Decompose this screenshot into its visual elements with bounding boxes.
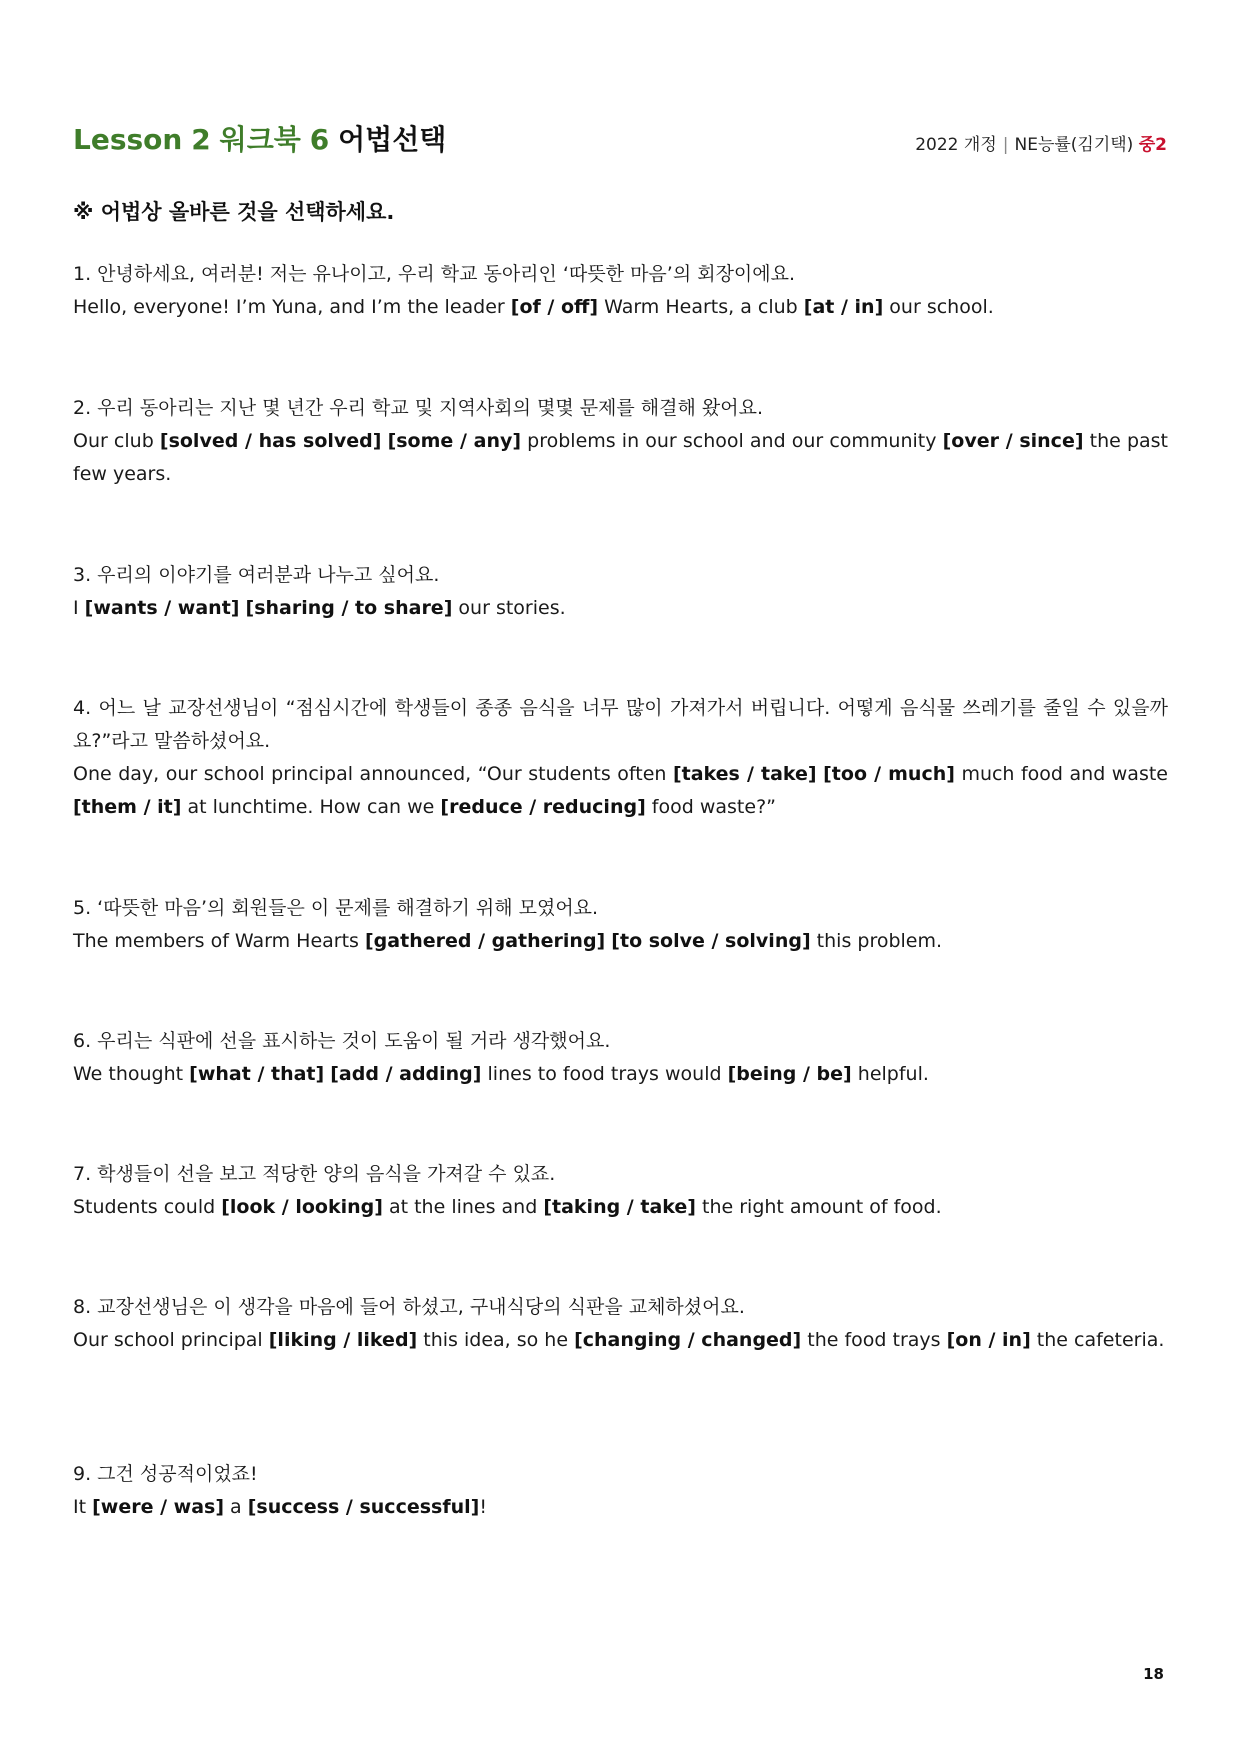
grammar-choice[interactable]: [add / adding] <box>330 1063 482 1085</box>
korean-sentence: 7. 학생들이 선을 보고 적당한 양의 음식을 가져갈 수 있죠. <box>73 1163 556 1185</box>
lesson-label: Lesson <box>73 123 183 156</box>
question-2 <box>73 392 1168 491</box>
grammar-choice[interactable]: [on / in] <box>946 1329 1031 1351</box>
korean-sentence: 3. 우리의 이야기를 여러분과 나누고 싶어요. <box>73 564 440 586</box>
korean-sentence: 6. 우리는 식판에 선을 표시하는 것이 도움이 될 거라 생각했어요. <box>73 1030 611 1052</box>
sentence-text: Our school principal <box>73 1329 269 1351</box>
grammar-choice[interactable]: [being / be] <box>727 1063 852 1085</box>
sentence-text: the cafeteria. <box>1030 1329 1165 1351</box>
curriculum-info <box>915 130 1167 155</box>
sentence-text: I <box>73 597 85 619</box>
grammar-choice[interactable]: [changing / changed] <box>574 1329 802 1351</box>
lesson-number: 2 <box>191 123 211 156</box>
english-sentence <box>73 291 1168 324</box>
page-number: 18 <box>1143 1665 1164 1683</box>
page-header <box>73 118 1167 168</box>
english-sentence <box>73 1058 1168 1091</box>
sentence-text: this idea, so he <box>417 1329 575 1351</box>
sentence-text: our stories. <box>452 597 566 619</box>
question-1 <box>73 258 1168 324</box>
sentence-text: at lunchtime. How can we <box>181 796 441 818</box>
english-sentence <box>73 1491 1168 1524</box>
sentence-text: lines to food trays would <box>481 1063 728 1085</box>
separator: | <box>1002 135 1009 155</box>
grammar-choice[interactable]: [were / was] <box>92 1496 225 1518</box>
korean-sentence: 4. 어느 날 교장선생님이 “점심시간에 학생들이 종종 음식을 너무 많이 가져가서 버립니다. 어떻게 음식물 쓰레기를 줄일 수 있을까요?”라고 말씀하셨어요. <box>73 697 1168 752</box>
sentence-text: the food trays <box>801 1329 947 1351</box>
sentence-text: It <box>73 1496 93 1518</box>
publisher: NE능률(김기택) <box>1014 135 1134 155</box>
korean-sentence: 2. 우리 동아리는 지난 몇 년간 우리 학교 및 지역사회의 몇몇 문제를 해결해 왔어요. <box>73 397 764 419</box>
section-title: 어법선택 <box>338 123 447 156</box>
question-5 <box>73 892 1168 958</box>
page-title <box>73 118 446 158</box>
sentence-text: Students could <box>73 1196 222 1218</box>
question-7 <box>73 1158 1168 1224</box>
sentence-text: a <box>224 1496 248 1518</box>
grade-level: 중2 <box>1138 135 1167 155</box>
grammar-choice[interactable]: [wants / want] <box>84 597 240 619</box>
grammar-choice[interactable]: [over / since] <box>942 430 1084 452</box>
sentence-text: helpful. <box>851 1063 929 1085</box>
sentence-text: ! <box>479 1496 487 1518</box>
sentence-text: this problem. <box>810 930 943 952</box>
sentence-text: the past few years. <box>73 430 1168 485</box>
grammar-choice[interactable]: [taking / take] <box>543 1196 696 1218</box>
workbook-number: 6 <box>309 123 330 156</box>
instruction: ※ 어법상 올바른 것을 선택하세요. <box>73 200 395 224</box>
question-3 <box>73 559 1168 625</box>
sentence-text: The members of Warm Hearts <box>73 930 365 952</box>
english-sentence <box>73 1324 1168 1357</box>
grammar-choice[interactable]: [some / any] <box>387 430 522 452</box>
grammar-choice[interactable]: [takes / take] <box>672 763 817 785</box>
grammar-choice[interactable]: [what / that] <box>189 1063 325 1085</box>
workbook-label: 워크북 <box>219 123 301 156</box>
question-6 <box>73 1025 1168 1091</box>
korean-sentence: 8. 교장선생님은 이 생각을 마음에 들어 하셨고, 구내식당의 식판을 교체하셨어요. <box>73 1296 745 1318</box>
korean-sentence: 5. ‘따뜻한 마음’의 회원들은 이 문제를 해결하기 위해 모였어요. <box>73 897 599 919</box>
korean-sentence: 1. 안녕하세요, 여러분! 저는 유나이고, 우리 학교 동아리인 ‘따뜻한 마음’의 회장이에요. <box>73 263 796 285</box>
sentence-text: the right amount of food. <box>695 1196 942 1218</box>
sentence-text: food waste?” <box>645 796 776 818</box>
english-sentence <box>73 592 1168 625</box>
sentence-text: Warm Hearts, a club <box>598 296 804 318</box>
grammar-choice[interactable]: [liking / liked] <box>268 1329 418 1351</box>
sentence-text: One day, our school principal announced, “Our students often <box>73 763 673 785</box>
english-sentence <box>73 1191 1168 1224</box>
sentence-text: Hello, everyone! I’m Yuna, and I’m the leader <box>73 296 511 318</box>
grammar-choice[interactable]: [success / successful] <box>247 1496 480 1518</box>
grammar-choice[interactable]: [sharing / to share] <box>245 597 453 619</box>
sentence-text: at the lines and <box>382 1196 544 1218</box>
sentence-text: We thought <box>73 1063 190 1085</box>
english-sentence <box>73 758 1168 824</box>
question-4 <box>73 692 1168 824</box>
grammar-choice[interactable]: [them / it] <box>73 796 182 818</box>
english-sentence <box>73 925 1168 958</box>
sentence-text: Our club <box>73 430 160 452</box>
grammar-choice[interactable]: [reduce / reducing] <box>440 796 646 818</box>
question-8 <box>73 1291 1168 1357</box>
korean-sentence: 9. 그건 성공적이었죠! <box>73 1463 258 1485</box>
grammar-choice[interactable]: [at / in] <box>803 296 884 318</box>
sentence-text: problems in our school and our community <box>521 430 943 452</box>
grammar-choice[interactable]: [gathered / gathering] <box>365 930 606 952</box>
grammar-choice[interactable]: [solved / has solved] <box>159 430 382 452</box>
question-9 <box>73 1458 1168 1524</box>
sentence-text: much food and waste <box>954 763 1168 785</box>
sentence-text: our school. <box>883 296 994 318</box>
grammar-choice[interactable]: [too / much] <box>823 763 955 785</box>
curriculum-year: 2022 개정 <box>915 135 997 155</box>
grammar-choice[interactable]: [of / off] <box>510 296 599 318</box>
english-sentence <box>73 425 1168 491</box>
grammar-choice[interactable]: [look / looking] <box>221 1196 383 1218</box>
grammar-choice[interactable]: [to solve / solving] <box>611 930 811 952</box>
